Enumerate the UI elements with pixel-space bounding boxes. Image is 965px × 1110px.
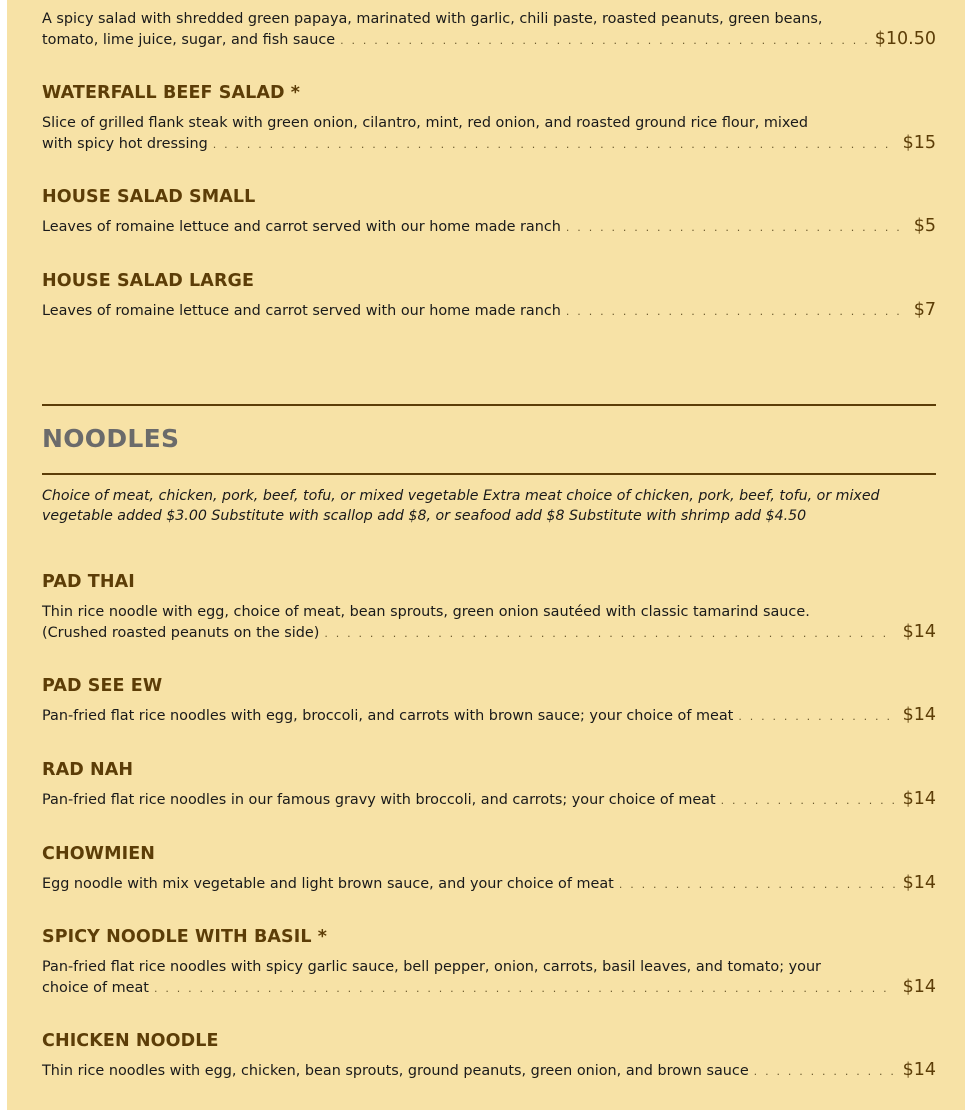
dot-leader [149,979,895,999]
item-title: WATERFALL BEEF SALAD * [42,83,301,103]
item-description [42,301,936,322]
item-price: $15 [902,132,936,153]
item-description [42,790,936,811]
item-description [42,603,936,643]
menu-item-pad-see-ew [42,675,936,727]
menu-item-chowmien [42,843,936,895]
item-title: SPICY NOODLE WITH BASIL * [42,927,328,947]
item-price: $14 [902,789,936,809]
menu-item-rad-nah [42,759,936,811]
dot-leader [749,1062,895,1082]
dot-leader [716,791,895,811]
section-divider-top [42,404,936,406]
section-note: Choice of meat, chicken, pork, beef, tofu, or mixed vegetable Extra meat choice of chicken, pork, beef, tofu, or mixed vegetable added $3.00 Substitute with scallop add $8, or seafood add $8 Substitute with shrimp add $4.50 [42,488,880,524]
description-line: (Crushed roasted peanuts on the side) [42,624,320,641]
item-title: CHOWMIEN [42,844,155,864]
description-line: Thin rice noodle with egg, choice of meat, bean sprouts, green onion sautéed with classic tamarind sauce. [42,604,810,620]
dot-leader [335,31,867,51]
description-line: Egg noodle with mix vegetable and light brown sauce, and your choice of meat [42,876,614,892]
item-price: $10.50 [874,28,936,49]
menu-item-spicy-noodle-with-basil [42,926,936,998]
description-line: Pan-fried flat rice noodles in our famous gravy with broccoli, and carrots; your choice of meat [42,792,716,808]
description-line: Slice of grilled flank steak with green onion, cilantro, mint, red onion, and roasted ground rice flour, mixed [42,115,808,131]
section-divider-bottom [42,473,936,475]
description-line: tomato, lime juice, sugar, and fish sauce [42,31,336,48]
item-title: CHICKEN NOODLE [42,1031,219,1051]
menu-item-chicken-noodle [42,1030,936,1082]
item-price: $5 [913,216,936,236]
item-description [42,874,936,895]
item-description [42,217,936,238]
item-title: PAD SEE EW [42,676,163,696]
item-description [42,1061,936,1082]
description-line: Leaves of romaine lettuce and carrot served with our home made ranch [42,303,561,319]
description-line: Pan-fried flat rice noodles with egg, broccoli, and carrots with brown sauce; your choice of meat [42,708,734,724]
item-price: $14 [902,705,936,725]
item-description [42,958,936,998]
dot-leader [614,875,895,895]
item-title: HOUSE SALAD SMALL [42,187,256,207]
item-title: HOUSE SALAD LARGE [42,271,255,291]
item-description [42,706,936,727]
description-line: Thin rice noodles with egg, chicken, bean sprouts, ground peanuts, green onion, and brown sauce [42,1063,749,1079]
description-line: Pan-fried flat rice noodles with spicy garlic sauce, bell pepper, onion, carrots, basil leaves, and tomato; your [42,959,821,975]
item-price: $14 [902,873,936,893]
menu-item-house-salad-large [42,270,936,322]
item-price: $14 [902,1060,936,1080]
description-line: with spicy hot dressing [42,135,208,152]
item-title: RAD NAH [42,760,134,780]
item-price: $7 [913,300,936,320]
description-line: choice of meat [42,979,149,996]
item-description [42,10,936,50]
item-price: $14 [902,976,936,997]
dot-leader [319,624,894,644]
dot-leader [561,218,906,238]
description-line: A spicy salad with shredded green papaya, marinated with garlic, chili paste, roasted peanuts, green beans, [42,11,823,27]
dot-leader [561,302,906,322]
dot-leader [208,135,895,155]
dot-leader [733,707,894,727]
item-price: $14 [902,621,936,642]
description-line: Leaves of romaine lettuce and carrot served with our home made ranch [42,219,561,235]
menu-item-pad-thai [42,571,936,643]
menu-item-papaya-salad [42,10,936,50]
item-description [42,114,936,154]
menu-item-waterfall-beef-salad [42,82,936,154]
section-title: NOODLES [42,424,180,453]
menu-panel [7,0,965,1110]
item-title: PAD THAI [42,572,135,592]
menu-item-house-salad-small [42,186,936,238]
